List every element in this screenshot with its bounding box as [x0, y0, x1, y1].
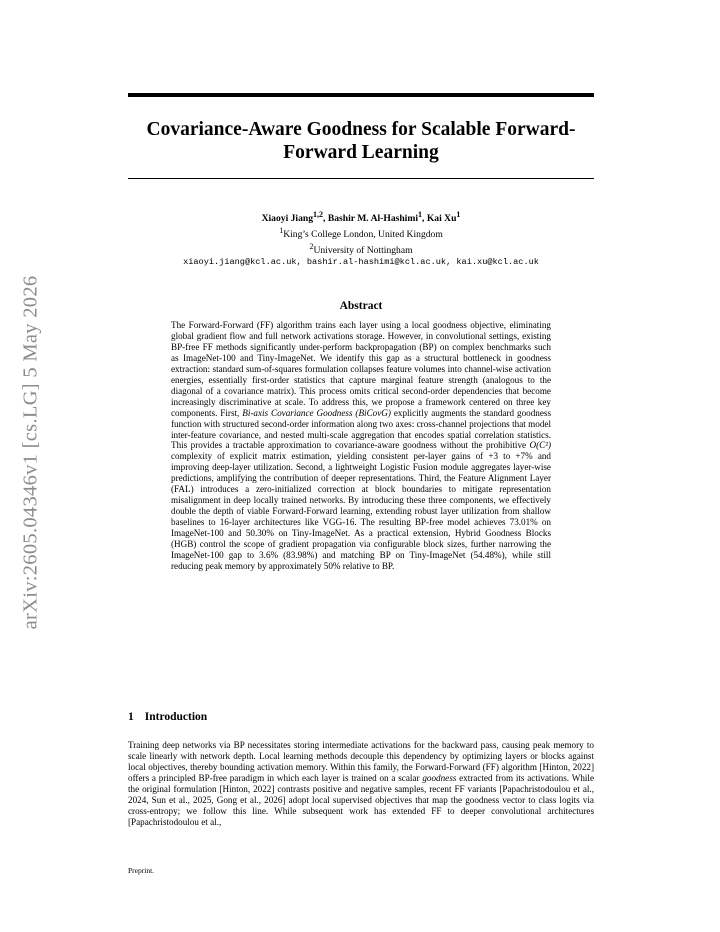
intro-part: Training deep networks via BP necessitates storing intermediate activations for the backward pass, causing peak memory to scale linearly with network depth. Local learning methods decouple this dependency by optimizing layers or blocks against local objectives, thereby bounding activation memory. Within this family, the Forward-Forward (FF) algorithm [Hinton, 2022] offers a principled BP-free paradigm in which each layer is trained on a scalar [128, 740, 594, 783]
affiliation-name: King’s College London, United Kingdom [283, 229, 443, 241]
author-name: Kai Xu [426, 213, 457, 225]
author-name: Bashir M. Al-Hashimi [327, 213, 419, 225]
abstract-part: explicitly augments the standard goodness function with structured second-order information along two axes: cross-channel projections that model inter-feature covariance, and nested multi-scale aggregation that encodes spatial correlation statistics. This provides a tractable approximation to covariance-aware goodness without the prohibitive [171, 407, 551, 451]
author-emails[interactable]: xiaoyi.jiang@kcl.ac.uk, bashir.al-hashimi@kcl.ac.uk, kai.xu@kcl.ac.uk [183, 256, 539, 267]
complexity-formula: O(C²) [529, 440, 551, 451]
section-title: Introduction [144, 711, 208, 723]
author-names: Xiaoyi Jiang$^{1,2}$, Bashir M. Al-Hashimi$^1$, Kai Xu$^1$ [261, 210, 461, 225]
preprint-footer: Preprint. [128, 866, 155, 875]
intro-paragraph [128, 740, 594, 828]
paper-title: Covariance-Aware Goodness for Scalable Forward-Forward Learning [146, 119, 576, 163]
intro-part: extracted from its activations. While the original formulation [Hinton, 2022] contrasts positive and negative samples, recent FF variants [Papachristodoulou et al., 2024, Sun et al., 2025, Gong et al., 2026] adopt local supervised objectives that map the goodness vector to class logits via cross-entropy; we follow this line. While subsequent work has extended FF to deeper convolutional architectures [Papachristodoulou et al., [128, 772, 594, 827]
arxiv-identifier: arXiv:2605.04346v1 [cs.LG] 5 May 2026 [19, 275, 42, 629]
title-top-rule [128, 93, 594, 97]
section-number: 1 [128, 711, 134, 723]
affiliation-sup: 1 [279, 225, 284, 235]
abstract-heading: Abstract [339, 300, 383, 312]
author-block [128, 209, 594, 269]
abstract-text [171, 320, 551, 572]
affiliation-sup: 2 [309, 241, 314, 251]
arxiv-identifier-stamp [20, 262, 42, 642]
goodness-term: goodness [422, 772, 457, 783]
title-bottom-rule [128, 178, 594, 179]
author-affiliation-sup: 1 [418, 210, 423, 219]
affiliation-name: University of Nottingham [313, 245, 413, 257]
section-heading [128, 711, 207, 723]
affiliation [128, 241, 594, 257]
author-name: Xiaoyi Jiang [261, 213, 314, 225]
affiliation [128, 225, 594, 241]
abstract-part: The Forward-Forward (FF) algorithm trains each layer using a local goodness objective, eliminating global gradient flow and full network activations storage. However, in convolutional settings, existing BP-free FF methods significantly under-perform backpropagation (BP) on complex benchmarks such as ImageNet-100 and Tiny-ImageNet. We identify this gap as a structural bottleneck in goodness extraction: standard sum-of-squares formulation collapses feature volumes into channel-wise activation energies, essentially first-order statistics that capture marginal feature strength (analogous to the diagonal of a covariance matrix). This process omits critical second-order dependencies that become increasingly discriminative at scale. To address this, we propose a framework centered on three key components. First, [171, 320, 551, 418]
author-affiliation-sup: 1 [456, 210, 461, 219]
bicovg-term: Bi-axis Covariance Goodness (BiCovG) [242, 407, 391, 418]
abstract-part: complexity of explicit matrix estimation, yielding consistent per-layer gains of +3 to +7% and improving deep-layer utilization. Second, a lightweight Logistic Fusion module aggregates layer-wise predictions, amplifying the contribution of deeper representations. Third, the Feature Alignment Layer (FAL) introduces a zero-initialized correction at block boundaries to mitigate representation misalignment in deep locally trained networks. By introducing these three components, we effectively double the depth of viable Forward-Forward learning, extending robust layer utilization from shallow baselines to 16-layer architectures like VGG-16. The resulting BP-free model achieves 73.01% on ImageNet-100 and 50.30% on Tiny-ImageNet. As a practical extension, Hybrid Goodness Blocks (HGB) control the scope of gradient propagation via configurable block sizes, further narrowing the ImageNet-100 gap to 3.6% (83.98%) and matching BP on Tiny-ImageNet (54.48%), while still reducing peak memory by approximately 50% relative to BP. [171, 451, 551, 571]
author-affiliation-sup: 1,2 [313, 210, 324, 219]
